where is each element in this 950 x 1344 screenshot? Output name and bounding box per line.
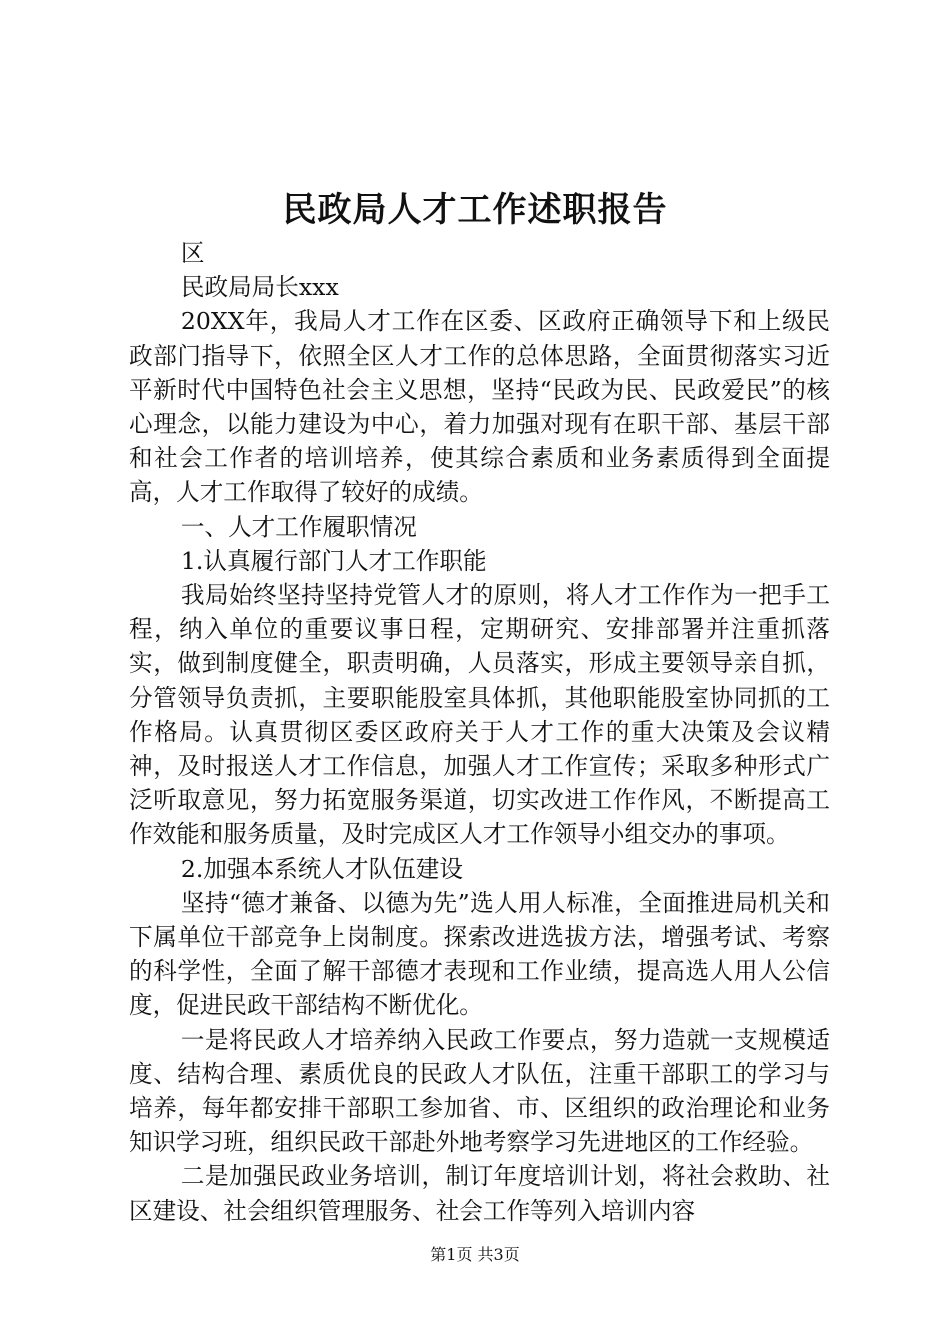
paragraph-author: 民政局局长xxx [180, 273, 339, 302]
paragraph-point-one: 一是将民政人才培养纳入民政工作要点，努力造就一支规模适度、结构合理、素质优良的民政人才队伍，注重干部职工的学习与培养，每年都安排干部职工参加省、市、区组织的政治理论和业务知识学习班，组织民政干部赴外地考察学习先进地区的工作经验。 [129, 1025, 830, 1157]
subsection-heading-2: 2.加强本系统人才队伍建设 [180, 854, 463, 883]
paragraph-district: 区 [180, 239, 205, 267]
paragraph-intro: 20XX年，我局人才工作在区委、区政府正确领导下和上级民政部门指导下，依照全区人才工作的总体思路，全面贯彻落实习近平新时代中国特色社会主义思想，坚持“民政为民、民政爱民”的核心理念，以能力建设为中心，着力加强对现有在职干部、基层干部和社会工作者的培训培养，使其综合素质和业务素质得到全面提高，人才工作取得了较好的成绩。 [129, 307, 830, 507]
section-heading-1: 一、人才工作履职情况 [180, 512, 417, 541]
document-title: 民政局人才工作述职报告 [282, 190, 668, 230]
paragraph-selection: 坚持“德才兼备、以德为先”选人用人标准，全面推进局机关和下属单位干部竞争上岗制度。探索改进选拔方法，增强考试、考察的科学性，全面了解干部德才表现和工作业绩，提高选人用人公信度，促进民政干部结构不断优化。 [129, 888, 830, 1020]
paragraph-point-two: 二是加强民政业务培训，制订年度培训计划，将社会救助、社区建设、社会组织管理服务、社会工作等列入培训内容 [129, 1162, 830, 1225]
paragraph-duties: 我局始终坚持坚持党管人才的原则，将人才工作作为一把手工程，纳入单位的重要议事日程，定期研究、安排部署并注重抓落实，做到制度健全，职责明确，人员落实，形成主要领导亲自抓，分管领导负责抓，主要职能股室具体抓，其他职能股室协同抓的工作格局。认真贯彻区委区政府关于人才工作的重大决策及会议精神，及时报送人才工作信息，加强人才工作宣传；采取多种形式广泛听取意见，努力拓宽服务渠道，切实改进工作作风，不断提高工作效能和服务质量，及时完成区人才工作领导小组交办的事项。 [129, 581, 830, 849]
subsection-heading-1: 1.认真履行部门人才工作职能 [180, 546, 487, 575]
page-number-footer: 第1页 共3页 [430, 1245, 520, 1264]
document-body [129, 236, 830, 1228]
